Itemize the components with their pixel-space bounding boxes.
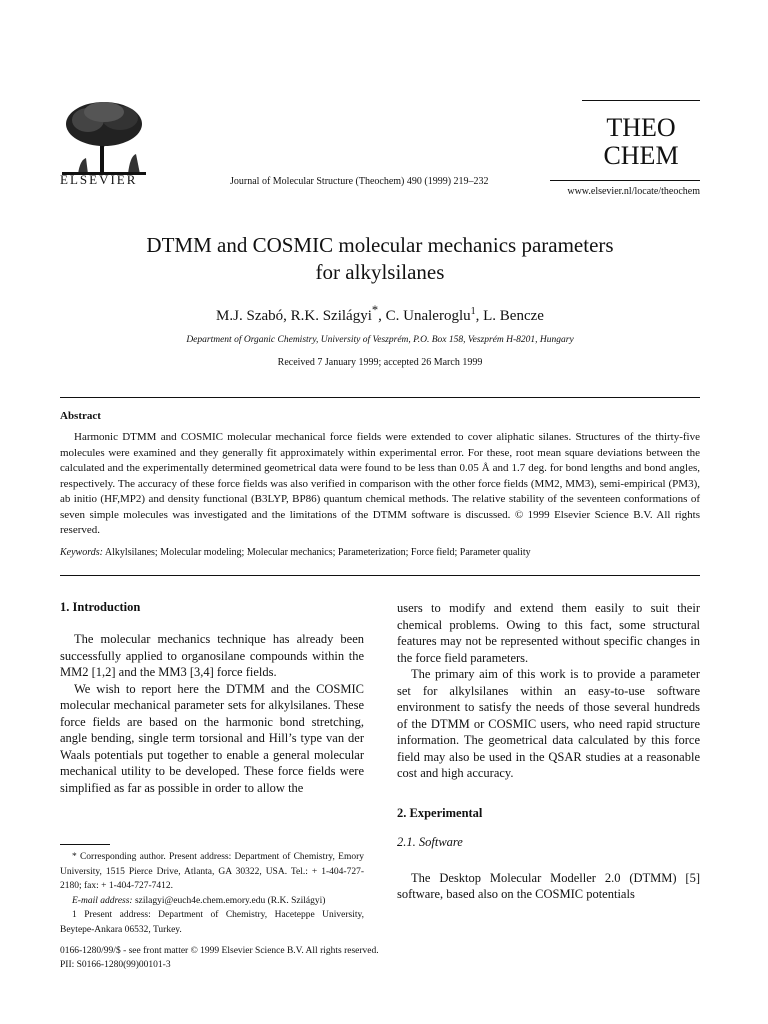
title-line1: DTMM and COSMIC molecular mechanics parameters xyxy=(146,233,614,257)
footnote-rule xyxy=(60,844,110,845)
intro-paragraph-2: We wish to report here the DTMM and the COSMIC molecular mechanical parameter sets for alkylsilanes. These force fields are based on the harmonic bond stretching, angle bending, single term torsional and Hill’s type van der Waals potentials put together to enable a general molecular mechanical utility to be developed. These force fields were simplified as far as possible in order to allow the xyxy=(60,681,364,795)
pii-line: PII: S0166-1280(99)00101-3 xyxy=(60,960,171,970)
received-dates: Received 7 January 1999; accepted 26 March 1999 xyxy=(277,357,483,368)
author-text-2: , C. Unaleroglu xyxy=(378,308,471,324)
issn-line: 0166-1280/99/$ - see front matter © 1999 Elsevier Science B.V. All rights reserved. xyxy=(60,946,379,956)
journal-logo-line2: CHEM xyxy=(603,141,679,170)
header-rule-bottom xyxy=(550,180,700,181)
journal-url[interactable]: www.elsevier.nl/locate/theochem xyxy=(567,186,700,197)
page-footer xyxy=(60,944,700,972)
section-heading-introduction: 1. Introduction xyxy=(60,600,141,614)
email-address[interactable]: szilagyi@euch4e.chem.emory.edu (R.K. Szilágyi) xyxy=(132,895,326,906)
corresponding-mark: * xyxy=(371,303,379,317)
author-text-1: M.J. Szabó, R.K. Szilágyi xyxy=(216,308,372,324)
intro-paragraph-2-continued: users to modify and extend them easily to suit their chemical problems. Owing to this fact, some structural features may not be represented without specific changes in the force field parameters. xyxy=(397,601,700,665)
rule-above-abstract xyxy=(60,397,700,398)
footnote-corresponding: * Corresponding author. Present address: Department of Chemistry, Emory University, 1515 Pierce Drive, Atlanta, GA 30322, USA. Tel.: + 1-404-727-2180; fax: + 1-404-727-7412. xyxy=(60,852,364,891)
affiliation: Department of Organic Chemistry, University of Veszprém, P.O. Box 158, Veszprém H-8201, Hungary xyxy=(186,335,574,345)
subsection-heading-software: 2.1. Software xyxy=(397,834,463,849)
keywords xyxy=(60,547,700,558)
footnote-1: 1 Present address: Department of Chemistry, Haceteppe University, Beytepe-Ankara 06532, Turkey. xyxy=(60,910,364,935)
header-rule-top xyxy=(582,100,700,101)
footnote-email xyxy=(60,894,364,909)
abstract-text: Harmonic DTMM and COSMIC molecular mechanical force fields were extended to cover aliphatic silanes. Structures of the thirty-five molecules were examined and they generally fit approximately within experimental error. For these, root mean square deviations between the calculated and the experimentally determined geometrical data were found to be less than 0.05 Å and 1.7 deg. for bond lengths and bond angles, respectively. The accuracy of these force fields was also verified in comparison with the other force fields (MM2, MM3), semi-empirical (PM3), ab initio (HF,MP2) and density functional (B3LYP, BP86) quantum chemical methods. The relative stability of the seventeen conformations of seven simple molecules was investigated and the limitations of the DTMM software is discussed. © 1999 Elsevier Science B.V. All rights reserved. xyxy=(60,431,700,536)
section-heading-experimental: 2. Experimental xyxy=(397,805,483,820)
right-column xyxy=(397,600,700,903)
author-text-3: , L. Bencze xyxy=(475,308,544,324)
abstract-heading: Abstract xyxy=(60,410,101,422)
intro-paragraph-3: The primary aim of this work is to provide a parameter set for alkylsilanes within an easy-to-use software environment to satisfy the needs of those several hundreds of the DTMM or COSMIC users, who need rapid structure information. The geometrical data calculated by this force field may also be used in the QSAR studies at a reasonable cost and high accuracy. xyxy=(397,667,700,780)
rule-below-abstract xyxy=(60,575,700,576)
email-label: E-mail address: xyxy=(72,895,133,906)
title-line2: for alkylsilanes xyxy=(315,260,445,284)
publisher-name: ELSEVIER xyxy=(60,172,138,187)
author-list xyxy=(60,303,700,325)
keywords-label: Keywords: xyxy=(60,547,103,558)
footnote-mark-1: 1 xyxy=(470,306,476,317)
keywords-list: Alkylsilanes; Molecular modeling; Molecular mechanics; Parameterization; Force field; Parameter quality xyxy=(102,547,531,558)
journal-reference: Journal of Molecular Structure (Theochem) 490 (1999) 219–232 xyxy=(230,176,489,187)
article-title xyxy=(60,232,700,286)
intro-paragraph-1: The molecular mechanics technique has already been successfully applied to organosilane compounds within the MM2 [1,2] and the MM3 [3,4] force fields. xyxy=(60,632,364,679)
footnotes xyxy=(60,850,364,937)
journal-logo xyxy=(582,114,700,170)
software-paragraph-1: The Desktop Molecular Modeller 2.0 (DTMM) [5] software, based also on the COSMIC potentials xyxy=(397,870,700,901)
journal-logo-line1: THEO xyxy=(606,113,676,142)
left-column xyxy=(60,600,364,796)
